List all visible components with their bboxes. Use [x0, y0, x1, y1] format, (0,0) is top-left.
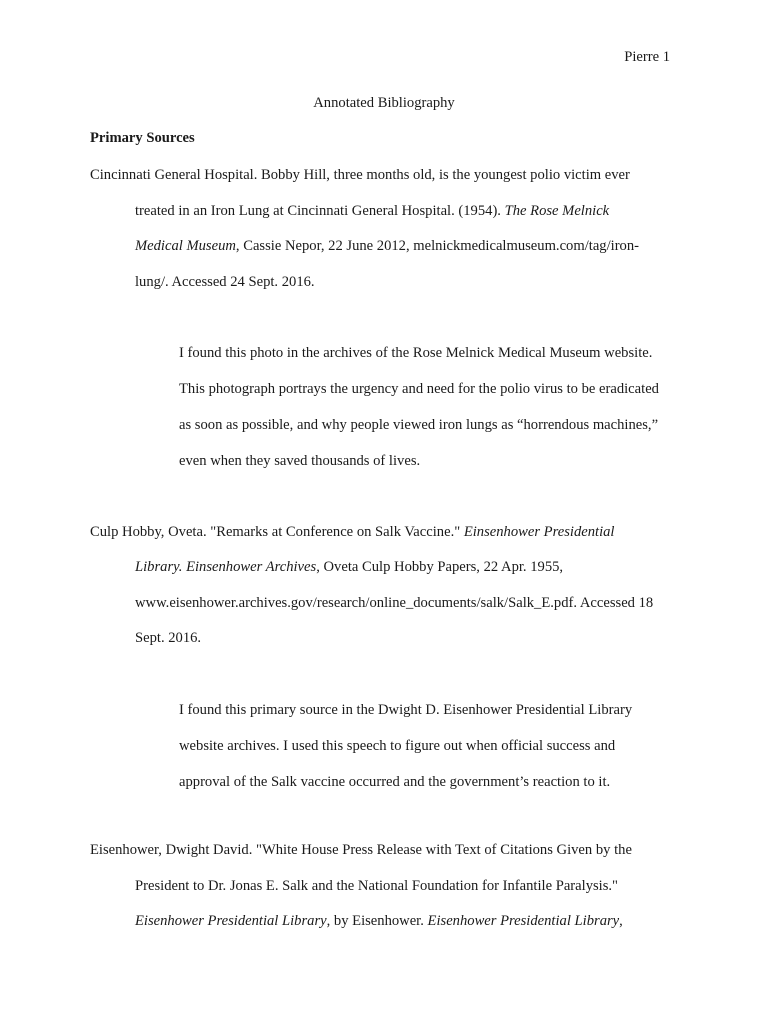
annotation-line: I found this primary source in the Dwight D. Eisenhower Presidential Library	[179, 702, 633, 718]
italic-source-title: Library. Einsenhower Archives	[135, 559, 317, 575]
citation-line: treated in an Iron Lung at Cincinnati General Hospital. (1954). The Rose Melnick	[135, 203, 610, 219]
annotation-line: website archives. I used this speech to figure out when official success and	[179, 738, 616, 754]
italic-source-title: Einsenhower Presidential	[463, 524, 615, 540]
annotation-line: approval of the Salk vaccine occurred and the government’s reaction to it.	[179, 774, 611, 790]
annotation-line: This photograph portrays the urgency and need for the polio virus to be eradicated	[179, 381, 659, 397]
citation-line: President to Dr. Jonas E. Salk and the National Foundation for Infantile Paralysis."	[135, 878, 619, 894]
annotation-line: as soon as possible, and why people viewed iron lungs as “horrendous machines,”	[179, 417, 659, 433]
citation-line: Cincinnati General Hospital. Bobby Hill, three months old, is the youngest polio victim ever	[90, 167, 630, 183]
citation-line: Sept. 2016.	[135, 630, 202, 646]
italic-source-title: Medical Museum	[135, 238, 236, 254]
italic-source-title: Eisenhower Presidential Library	[135, 913, 327, 929]
italic-source-title: The Rose Melnick	[504, 203, 610, 219]
citation-line: www.eisenhower.archives.gov/research/online_documents/salk/Salk_E.pdf. Accessed 18	[135, 595, 654, 611]
annotation-line: even when they saved thousands of lives.	[179, 453, 421, 469]
section-heading: Primary Sources	[90, 130, 195, 146]
italic-source-title: Eisenhower Presidential Library	[427, 913, 620, 929]
citation-line: Eisenhower Presidential Library, by Eisenhower. Eisenhower Presidential Library,	[135, 913, 623, 929]
citation-line: lung/. Accessed 24 Sept. 2016.	[135, 274, 315, 290]
citation-line: Library. Einsenhower Archives, Oveta Culp Hobby Papers, 22 Apr. 1955,	[135, 559, 564, 575]
citation-line: Culp Hobby, Oveta. "Remarks at Conference on Salk Vaccine." Einsenhower Presidential	[90, 524, 615, 540]
page-header-label: Pierre 1	[624, 49, 670, 65]
document-title: Annotated Bibliography	[313, 95, 455, 111]
annotation-line: I found this photo in the archives of the Rose Melnick Medical Museum website.	[179, 345, 653, 361]
citation-line: Eisenhower, Dwight David. "White House Press Release with Text of Citations Given by the	[90, 842, 632, 858]
citation-line: Medical Museum, Cassie Nepor, 22 June 2012, melnickmedicalmuseum.com/tag/iron-	[135, 238, 640, 254]
